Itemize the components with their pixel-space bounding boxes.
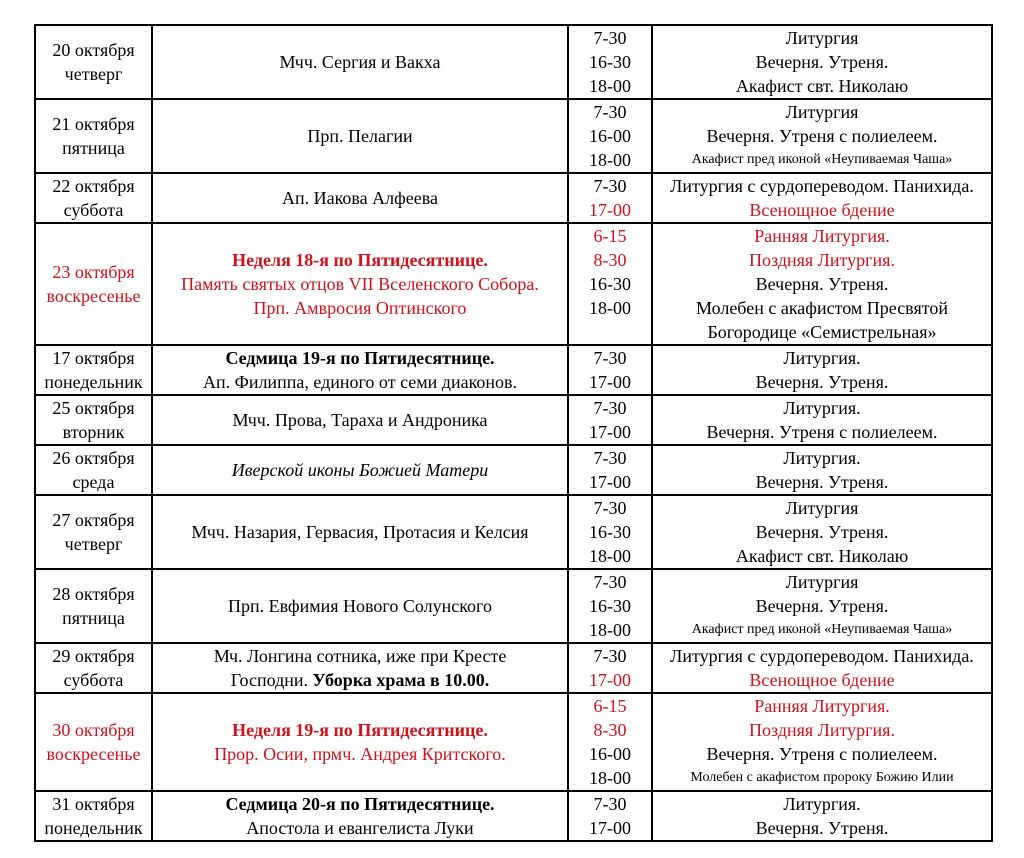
services-cell	[652, 25, 992, 99]
date-label: 17 октября	[52, 348, 135, 368]
date-label: 28 октября	[52, 584, 135, 604]
service-name: Литургия	[785, 102, 859, 122]
schedule-row	[35, 395, 992, 445]
time-cell	[568, 345, 652, 395]
feast-text: Неделя 19-я по Пятидесятнице.	[232, 720, 488, 740]
weekday-label: воскресенье	[46, 286, 141, 306]
feast-cell	[152, 791, 568, 841]
schedule-row	[35, 569, 992, 643]
service-time: 17-00	[589, 422, 631, 442]
time-cell	[568, 25, 652, 99]
feast-text: Господни.	[230, 670, 313, 690]
service-name: Молебен с акафистом Пресвятой	[696, 298, 948, 318]
time-cell	[568, 395, 652, 445]
service-name: Акафист пред иконой «Неупиваемая Чаша»	[691, 152, 953, 167]
schedule-row	[35, 643, 992, 693]
date-label: 21 октября	[52, 114, 135, 134]
schedule-body	[35, 25, 992, 841]
feast-line	[153, 124, 567, 148]
feast-line	[153, 792, 567, 816]
service-time: 16-30	[589, 596, 631, 616]
service-time: 8-30	[593, 250, 627, 270]
weekday-label: четверг	[64, 64, 123, 84]
date-cell	[35, 791, 152, 841]
service-name: Всенощное бдение	[749, 670, 895, 690]
weekday-label: суббота	[63, 200, 124, 220]
service-name: Ранняя Литургия.	[754, 696, 890, 716]
schedule-row	[35, 445, 992, 495]
date-cell	[35, 345, 152, 395]
date-label: 31 октября	[52, 794, 135, 814]
service-time: 7-30	[593, 28, 627, 48]
feast-cell	[152, 345, 568, 395]
schedule-row	[35, 223, 992, 345]
weekday-label: пятница	[62, 608, 125, 628]
feast-line	[153, 248, 567, 272]
date-cell	[35, 25, 152, 99]
time-cell	[568, 693, 652, 791]
feast-line	[153, 816, 567, 840]
date-cell	[35, 495, 152, 569]
date-cell	[35, 693, 152, 791]
weekday-label: суббота	[63, 670, 124, 690]
time-cell	[568, 791, 652, 841]
feast-cell	[152, 25, 568, 99]
service-time: 16-00	[589, 126, 631, 146]
date-label: 23 октября	[52, 262, 135, 282]
date-cell	[35, 99, 152, 173]
services-cell	[652, 643, 992, 693]
service-name: Вечерня. Утреня с полиелеем.	[706, 422, 938, 442]
schedule-row	[35, 173, 992, 223]
feast-text: Иверской иконы Божией Матери	[231, 460, 489, 480]
service-name: Вечерня. Утреня.	[755, 274, 889, 294]
service-time: 7-30	[593, 572, 627, 592]
service-time: 18-00	[589, 76, 631, 96]
service-time: 17-00	[589, 200, 631, 220]
weekday-label: пятница	[62, 138, 125, 158]
service-time: 7-30	[593, 102, 627, 122]
services-cell	[652, 99, 992, 173]
service-time: 7-30	[593, 348, 627, 368]
service-name: Литургия	[785, 28, 859, 48]
feast-text: Мчч. Сергия и Вакха	[279, 52, 441, 72]
schedule-row	[35, 25, 992, 99]
service-time: 17-00	[589, 472, 631, 492]
feast-line	[153, 458, 567, 482]
services-cell	[652, 345, 992, 395]
service-time: 7-30	[593, 646, 627, 666]
service-name: Акафист свт. Николаю	[735, 76, 909, 96]
time-cell	[568, 495, 652, 569]
service-name: Вечерня. Утреня.	[755, 472, 889, 492]
service-time: 18-00	[589, 298, 631, 318]
weekday-label: понедельник	[44, 372, 143, 392]
weekday-label: четверг	[64, 534, 123, 554]
feast-cell	[152, 693, 568, 791]
service-time: 16-30	[589, 274, 631, 294]
feast-text: Седмица 20-я по Пятидесятнице.	[225, 794, 495, 814]
service-time	[569, 320, 651, 344]
service-name: Молебен с акафистом пророку Божию Илии	[690, 770, 954, 785]
date-label: 30 октября	[52, 720, 135, 740]
service-name: Литургия	[785, 498, 859, 518]
feast-cell	[152, 223, 568, 345]
service-time: 18-00	[589, 768, 631, 788]
services-cell	[652, 791, 992, 841]
date-label: 26 октября	[52, 448, 135, 468]
date-label: 20 октября	[52, 40, 135, 60]
service-time: 6-15	[593, 696, 627, 716]
schedule-row	[35, 791, 992, 841]
services-cell	[652, 395, 992, 445]
service-name: Вечерня. Утреня с полиелеем.	[706, 126, 938, 146]
service-name: Литургия	[785, 572, 859, 592]
feast-line	[153, 644, 567, 668]
service-time: 17-00	[589, 670, 631, 690]
date-cell	[35, 173, 152, 223]
time-cell	[568, 173, 652, 223]
service-name: Вечерня. Утреня с полиелеем.	[706, 744, 938, 764]
service-time: 17-00	[589, 818, 631, 838]
service-name: Ранняя Литургия.	[754, 226, 890, 246]
feast-line	[153, 408, 567, 432]
feast-line	[153, 186, 567, 210]
service-time: 16-30	[589, 52, 631, 72]
schedule-row	[35, 693, 992, 791]
feast-text: Прп. Амвросия Оптинского	[253, 298, 467, 318]
services-cell	[652, 693, 992, 791]
date-label: 22 октября	[52, 176, 135, 196]
time-cell	[568, 99, 652, 173]
feast-line	[153, 370, 567, 394]
feast-text: Прор. Осии, прмч. Андрея Критского.	[214, 744, 506, 764]
service-name: Вечерня. Утреня.	[755, 818, 889, 838]
date-cell	[35, 223, 152, 345]
date-cell	[35, 395, 152, 445]
feast-line	[153, 668, 567, 692]
schedule-row	[35, 345, 992, 395]
schedule-row	[35, 99, 992, 173]
date-cell	[35, 643, 152, 693]
service-time: 18-00	[589, 620, 631, 640]
time-cell	[568, 223, 652, 345]
feast-line	[153, 272, 567, 296]
feast-line	[153, 50, 567, 74]
date-label: 27 октября	[52, 510, 135, 530]
feast-text: Апостола и евангелиста Луки	[246, 818, 474, 838]
service-time: 7-30	[593, 794, 627, 814]
service-name: Всенощное бдение	[749, 200, 895, 220]
services-cell	[652, 445, 992, 495]
service-name: Литургия с сурдопереводом. Панихида.	[670, 646, 974, 666]
time-cell	[568, 643, 652, 693]
service-name: Акафист свт. Николаю	[735, 546, 909, 566]
feast-text: Ап. Иакова Алфеева	[281, 188, 439, 208]
service-time: 17-00	[589, 372, 631, 392]
service-time: 7-30	[593, 398, 627, 418]
service-name: Поздняя Литургия.	[749, 720, 895, 740]
feast-line	[153, 520, 567, 544]
feast-cell	[152, 445, 568, 495]
service-name: Вечерня. Утреня.	[755, 522, 889, 542]
feast-line	[153, 346, 567, 370]
service-time: 16-30	[589, 522, 631, 542]
feast-cell	[152, 643, 568, 693]
services-cell	[652, 173, 992, 223]
time-cell	[568, 445, 652, 495]
feast-cell	[152, 495, 568, 569]
weekday-label: среда	[72, 472, 115, 492]
feast-line	[153, 296, 567, 320]
service-name: Поздняя Литургия.	[749, 250, 895, 270]
feast-text: Прп. Евфимия Нового Солунского	[228, 596, 492, 616]
weekday-label: вторник	[62, 422, 125, 442]
service-time: 16-00	[589, 744, 631, 764]
feast-cell	[152, 569, 568, 643]
service-name: Литургия.	[783, 448, 861, 468]
weekday-label: воскресенье	[46, 744, 141, 764]
service-name: Литургия.	[783, 348, 861, 368]
date-cell	[35, 445, 152, 495]
feast-text: Седмица 19-я по Пятидесятнице.	[225, 348, 495, 368]
schedule-table	[34, 24, 993, 842]
date-cell	[35, 569, 152, 643]
service-name: Акафист пред иконой «Неупиваемая Чаша»	[691, 622, 953, 637]
service-name: Литургия.	[783, 398, 861, 418]
feast-line	[153, 742, 567, 766]
feast-text: Память святых отцов VII Вселенского Собора.	[181, 274, 539, 294]
feast-line	[153, 594, 567, 618]
services-cell	[652, 495, 992, 569]
service-name: Литургия.	[783, 794, 861, 814]
service-name: Вечерня. Утреня.	[755, 372, 889, 392]
service-name: Вечерня. Утреня.	[755, 596, 889, 616]
feast-line	[153, 718, 567, 742]
service-name: Богородице «Семистрельная»	[707, 322, 937, 342]
services-cell	[652, 223, 992, 345]
feast-text: Неделя 18-я по Пятидесятнице.	[232, 250, 488, 270]
feast-text: Мчч. Прова, Тараха и Андроника	[232, 410, 488, 430]
feast-cell	[152, 99, 568, 173]
service-time: 7-30	[593, 176, 627, 196]
feast-cell	[152, 173, 568, 223]
feast-text: Мч. Лонгина сотника, иже при Кресте	[213, 646, 507, 666]
service-name: Вечерня. Утреня.	[755, 52, 889, 72]
feast-text: Уборка храма в 10.00.	[312, 670, 490, 690]
service-time: 7-30	[593, 448, 627, 468]
service-time: 6-15	[593, 226, 627, 246]
service-time: 18-00	[589, 546, 631, 566]
schedule-row	[35, 495, 992, 569]
date-label: 29 октября	[52, 646, 135, 666]
feast-cell	[152, 395, 568, 445]
services-cell	[652, 569, 992, 643]
service-time: 18-00	[589, 150, 631, 170]
service-time: 7-30	[593, 498, 627, 518]
weekday-label: понедельник	[44, 818, 143, 838]
service-name: Литургия с сурдопереводом. Панихида.	[670, 176, 974, 196]
feast-text: Ап. Филиппа, единого от семи диаконов.	[202, 372, 518, 392]
date-label: 25 октября	[52, 398, 135, 418]
service-time: 8-30	[593, 720, 627, 740]
feast-text: Прп. Пелагии	[307, 126, 413, 146]
feast-text: Мчч. Назария, Гервасия, Протасия и Келсия	[191, 522, 529, 542]
time-cell	[568, 569, 652, 643]
